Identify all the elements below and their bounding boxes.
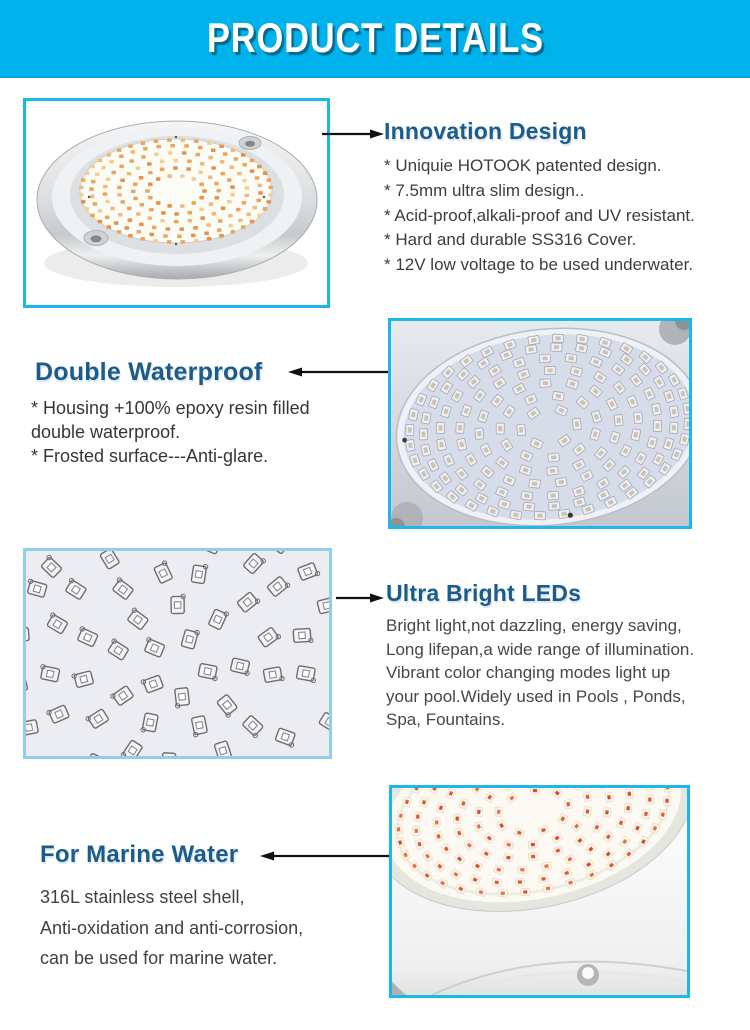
feature-line: * Uniquie HOTOOK patented design. bbox=[384, 156, 662, 175]
feature-list bbox=[384, 154, 740, 278]
section-heading: Double Waterproof bbox=[35, 358, 263, 386]
feature-line: can be used for marine water. bbox=[40, 948, 278, 968]
feature-list bbox=[386, 614, 742, 732]
feature-line: Anti-oxidation and anti-corrosion, bbox=[40, 917, 304, 938]
feature-line: Spa, Fountains. bbox=[386, 710, 506, 729]
feature-line: your pool.Widely used in Pools , Ponds, bbox=[386, 686, 686, 706]
photo-led-pcb-board bbox=[23, 548, 332, 759]
section-innovation-design bbox=[384, 118, 740, 278]
feature-line: double waterproof. bbox=[31, 422, 181, 442]
feature-line: 316L stainless steel shell, bbox=[40, 887, 245, 907]
feature-line: * 12V low voltage to be used underwater. bbox=[384, 255, 694, 275]
white-housing-illustration bbox=[392, 788, 687, 995]
arrow-left-icon bbox=[288, 364, 388, 380]
photo-frosted-lens-closeup bbox=[388, 318, 692, 529]
feature-list bbox=[40, 882, 380, 974]
banner bbox=[0, 0, 750, 78]
section-heading: Ultra Bright LEDs bbox=[386, 580, 582, 606]
feature-line: * Housing +100% epoxy resin filled bbox=[31, 398, 310, 418]
arrow-right-icon bbox=[322, 126, 384, 142]
section-heading: Innovation Design bbox=[384, 118, 587, 144]
feature-line: Bright light,not dazzling, energy saving, bbox=[386, 616, 682, 635]
feature-line: * 7.5mm ultra slim design.. bbox=[384, 180, 585, 200]
stainless-led-light-illustration bbox=[26, 101, 327, 305]
feature-list bbox=[31, 396, 381, 468]
feature-line: * Acid-proof,alkali-proof and UV resistant. bbox=[384, 205, 695, 225]
feature-line: Vibrant color changing modes light up bbox=[386, 663, 671, 682]
banner-title: PRODUCT DETAILS bbox=[206, 14, 544, 61]
feature-line: * Frosted surface---Anti-glare. bbox=[31, 446, 269, 466]
arrow-left-icon bbox=[260, 848, 389, 864]
photo-stainless-led-pool-light bbox=[23, 98, 330, 308]
led-pcb-illustration bbox=[26, 551, 329, 756]
frosted-lens-illustration bbox=[391, 321, 689, 526]
section-ultra-bright-leds bbox=[386, 580, 742, 732]
section-heading: For Marine Water bbox=[40, 841, 239, 868]
feature-line: * Hard and durable SS316 Cover. bbox=[384, 230, 637, 250]
photo-white-housing-closeup bbox=[389, 785, 690, 998]
arrow-right-icon bbox=[336, 590, 384, 606]
feature-line: Long lifepan,a wide range of illumination. bbox=[386, 639, 695, 659]
